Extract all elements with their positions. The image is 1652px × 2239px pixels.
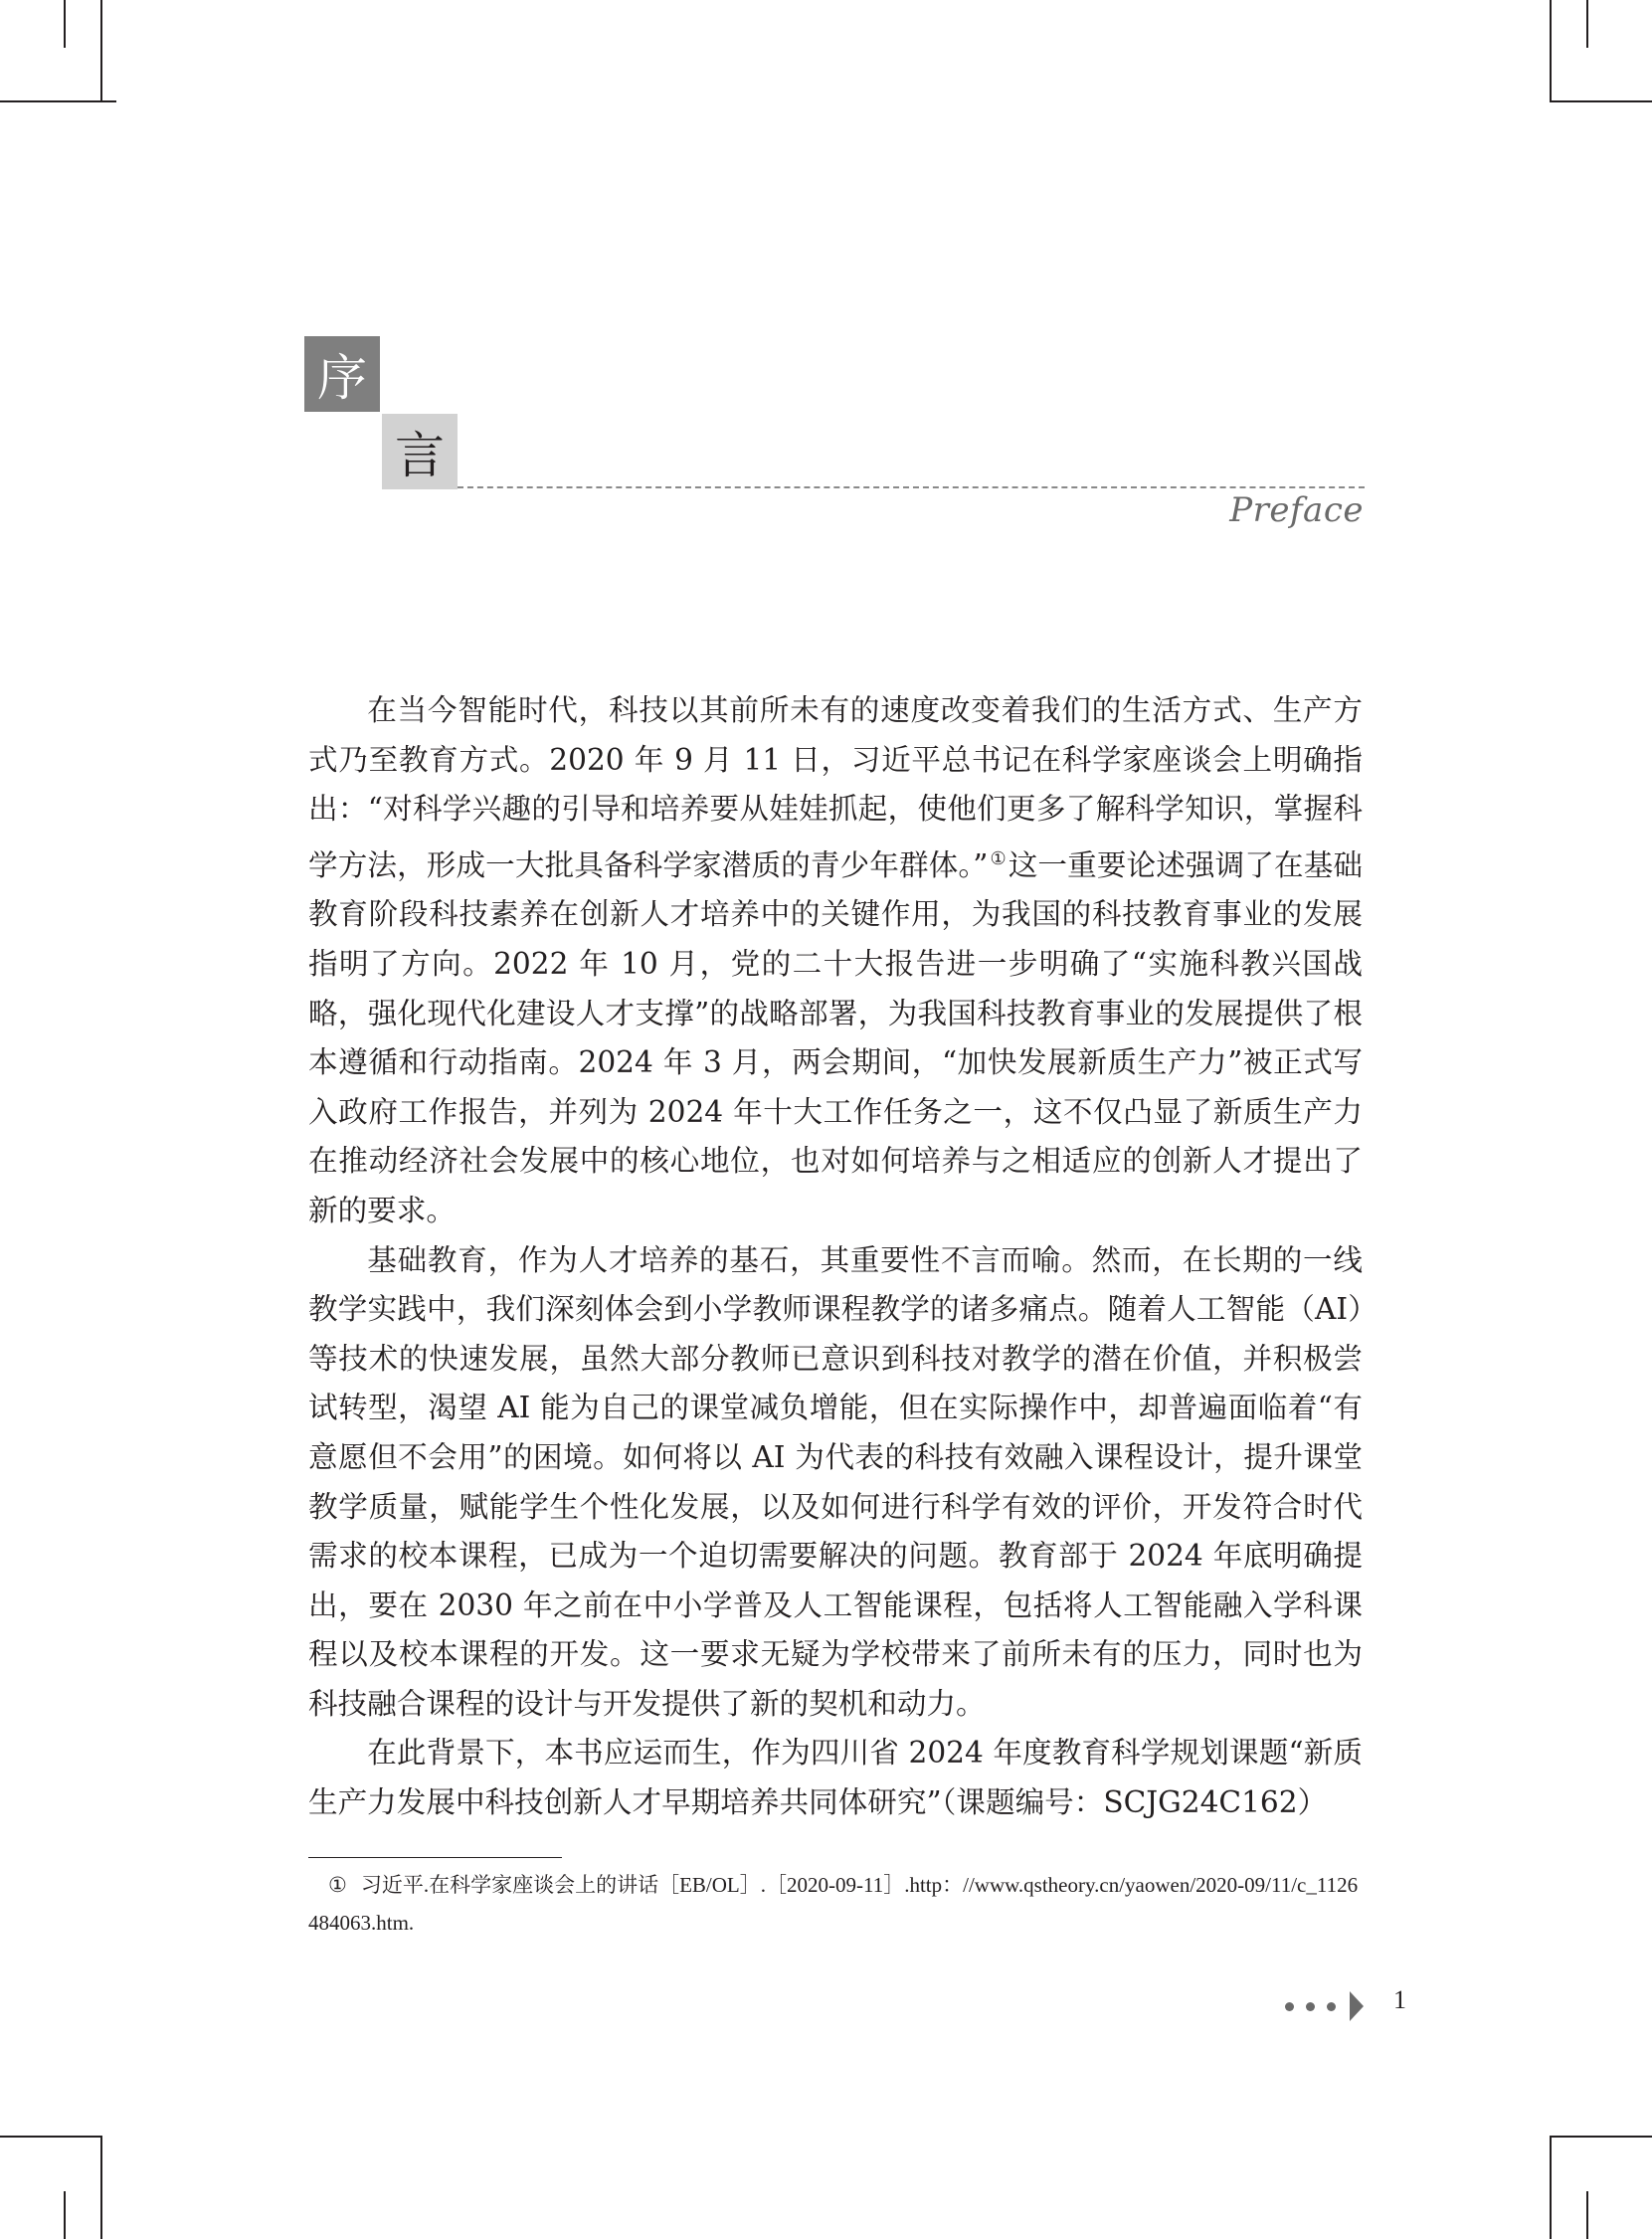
page-marker: [1285, 1991, 1364, 2021]
body-text: [308, 686, 1363, 1828]
crop-mark: [64, 2191, 66, 2239]
paragraph-1-part-a: 在当今智能时代，科技以其前所未有的速度改变着我们的生活方式、生产方式乃至教育方式。2020 年 9 月 11 日，习近平总书记在科学家座谈会上明确指出：“对科学兴趣的引导和培养要从娃娃抓起，使他们更多了解科学知识，掌握科学方法，形成一大批具备科学家潜质的青少年群体。”: [308, 693, 1363, 882]
chapter-title-char-1: 序: [304, 336, 380, 412]
title-divider: [458, 486, 1365, 488]
crop-mark: [1586, 0, 1588, 48]
crop-mark: [1586, 2191, 1588, 2239]
footnote-text: 习近平.在科学家座谈会上的讲话［EB/OL］.［2020-09-11］.http：//www.qstheory.cn/yaowen/2020-09/11/c_1126484063.htm.: [308, 1873, 1359, 1935]
dot-icon: [1306, 2002, 1315, 2011]
crop-mark: [1550, 100, 1652, 102]
footnote-rule: [308, 1857, 562, 1858]
crop-mark: [0, 100, 116, 102]
paragraph-1-part-b: 这一重要论述强调了在基础教育阶段科技素养在创新人才培养中的关键作用，为我国的科技教育事业的发展指明了方向。2022 年 10 月，党的二十大报告进一步明确了“实施科教兴国战略，强化现代化建设人才支撑”的战略部署，为我国科技教育事业的发展提供了根本遵循和行动指南。2024 年 3 月，两会期间，“加快发展新质生产力”被正式写入政府工作报告，并列为 2024 年十大工作任务之一，这不仅凸显了新质生产力在推动经济社会发展中的核心地位，也对如何培养与之相适应的创新人才提出了新的要求。: [308, 847, 1363, 1227]
crop-mark: [1550, 0, 1552, 102]
paragraph-1: [308, 686, 1363, 1236]
triangle-arrow-icon: [1350, 1991, 1364, 2021]
crop-mark: [64, 0, 66, 48]
crop-mark: [0, 2136, 102, 2138]
footnote-reference[interactable]: ①: [990, 847, 1007, 869]
chapter-title-char-2: 言: [382, 414, 458, 489]
footnote: [308, 1866, 1365, 1942]
page-number: 1: [1393, 1985, 1406, 2014]
footnote-number: ①: [328, 1873, 347, 1897]
paragraph-3: 在此背景下，本书应运而生，作为四川省 2024 年度教育科学规划课题“新质生产力发展中科技创新人才早期培养共同体研究”（课题编号：SCJG24C162）: [308, 1736, 1363, 1820]
dot-icon: [1327, 2002, 1336, 2011]
crop-mark: [100, 2136, 102, 2239]
chapter-subtitle: Preface: [1229, 490, 1364, 530]
dot-icon: [1285, 2002, 1294, 2011]
crop-mark: [1550, 2136, 1652, 2138]
crop-mark: [1550, 2136, 1552, 2239]
crop-mark: [100, 0, 102, 102]
paragraph-2: 基础教育，作为人才培养的基石，其重要性不言而喻。然而，在长期的一线教学实践中，我们深刻体会到小学教师课程教学的诸多痛点。随着人工智能（AI）等技术的快速发展，虽然大部分教师已意识到科技对教学的潜在价值，并积极尝试转型，渴望 AI 能为自己的课堂减负增能，但在实际操作中，却普遍面临着“有意愿但不会用”的困境。如何将以 AI 为代表的科技有效融入课程设计，提升课堂教学质量，赋能学生个性化发展，以及如何进行科学有效的评价，开发符合时代需求的校本课程，已成为一个迫切需要解决的问题。教育部于 2024 年底明确提出，要在 2030 年之前在中小学普及人工智能课程，包括将人工智能融入学科课程以及校本课程的开发。这一要求无疑为学校带来了前所未有的压力，同时也为科技融合课程的设计与开发提供了新的契机和动力。: [308, 1242, 1363, 1721]
